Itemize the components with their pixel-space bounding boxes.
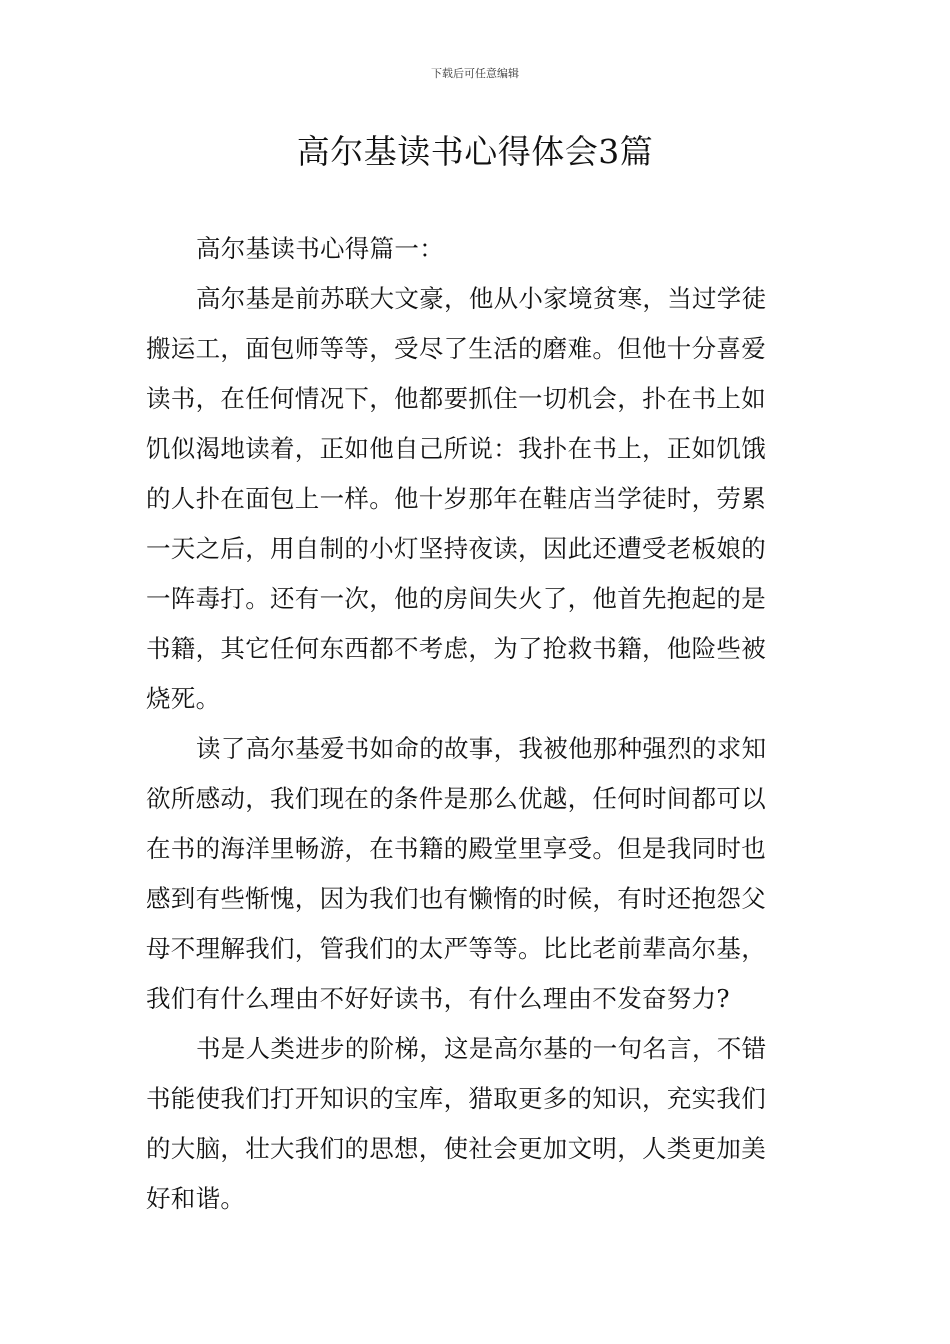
text-line: 高尔基读书心得篇一： xyxy=(196,234,444,263)
text-line: 一天之后，用自制的小灯坚持夜读，因此还遭受老板娘的 xyxy=(146,534,766,563)
text-line: 烧死。 xyxy=(146,684,221,713)
text-line: 搬运工，面包师等等，受尽了生活的磨难。但他十分喜爱 xyxy=(146,334,766,363)
text-line: 书能使我们打开知识的宝库，猎取更多的知识，充实我们 xyxy=(146,1084,766,1113)
text-line: 读了高尔基爱书如命的故事，我被他那种强烈的求知 xyxy=(196,734,767,763)
text-line: 的大脑，壮大我们的思想，使社会更加文明，人类更加美 xyxy=(146,1134,766,1163)
text-line: 的人扑在面包上一样。他十岁那年在鞋店当学徒时，劳累 xyxy=(146,484,766,513)
document-body xyxy=(146,224,808,1224)
text-line: 书籍，其它任何东西都不考虑，为了抢救书籍，他险些被 xyxy=(146,634,766,663)
header-note: 下载后可任意编辑 xyxy=(431,67,519,80)
text-line: 母不理解我们，管我们的太严等等。比比老前辈高尔基， xyxy=(146,934,766,963)
text-line: 一阵毒打。还有一次，他的房间失火了，他首先抱起的是 xyxy=(146,584,766,613)
text-line: 好和谐。 xyxy=(146,1184,246,1213)
document-title: 高尔基读书心得体会3篇 xyxy=(296,132,654,171)
text-line: 在书的海洋里畅游，在书籍的殿堂里享受。但是我同时也 xyxy=(146,834,766,863)
text-line: 读书，在任何情况下，他都要抓住一切机会，扑在书上如 xyxy=(146,384,766,413)
text-line: 感到有些惭愧，因为我们也有懒惰的时候，有时还抱怨父 xyxy=(146,884,766,913)
text-line: 欲所感动，我们现在的条件是那么优越，任何时间都可以 xyxy=(146,784,766,813)
text-line: 书是人类进步的阶梯，这是高尔基的一句名言，不错 xyxy=(196,1034,767,1063)
text-line: 饥似渴地读着，正如他自己所说：我扑在书上，正如饥饿 xyxy=(146,434,766,463)
text-line: 我们有什么理由不好好读书，有什么理由不发奋努力? xyxy=(146,984,730,1013)
text-line: 高尔基是前苏联大文豪，他从小家境贫寒，当过学徒 xyxy=(196,284,767,313)
